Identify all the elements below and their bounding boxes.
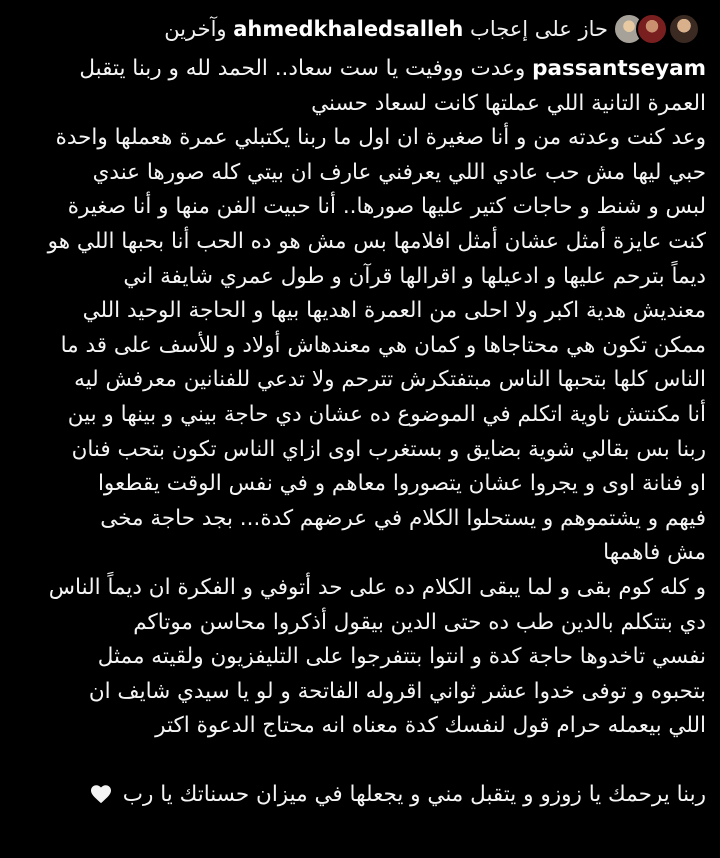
caption-line: معنديش هدية اكبر ولا احلى من العمرة اهديها بيها و الحاجة الوحيد اللي <box>82 298 706 324</box>
liker-avatars[interactable] <box>622 13 700 45</box>
caption-line: ديماً بترحم عليها و ادعيلها و اقرالها قرآن و طول عمري شايفة اني <box>123 263 706 289</box>
caption-line: passantseyam وعدت ووفيت يا ست سعاد.. الحمد لله و ربنا يتقبل <box>79 56 706 81</box>
caption-line: ممكن تكون هي محتاجاها و كمان هي معندهاش أولاد و للأسف على قد ما <box>60 332 706 358</box>
caption-text <box>14 52 706 813</box>
caption-blank-line <box>14 744 706 779</box>
caption-line: لبس و شنط و حاجات كتير عليها صورها.. أنا حبيت الفن منها و أنا صغيرة <box>67 194 706 220</box>
caption-line: حبي ليها مش حب عادي اللي يعرفني عارف ان بيتي كله صورها عندي <box>92 159 706 185</box>
caption-line: فيهم و يشتموهم و يستحلوا الكلام في عرضهم كدة... بجد حاجة مخى <box>100 505 706 531</box>
caption-line: اللي بيعمله حرام قول لنفسك كدة معناه انه محتاج الدعوة اكتر <box>155 713 706 739</box>
caption-line: العمرة التانية اللي عملتها كانت لسعاد حسني <box>311 90 706 116</box>
mention-username-link[interactable]: passantseyam <box>532 56 706 81</box>
caption-line: نفسي تاخدوها حاجة كدة و انتوا بتتفرجوا على التليفزيون ولقيته ممثل <box>97 644 706 670</box>
avatar[interactable] <box>636 13 668 45</box>
caption-line: مش فاهمها <box>603 540 706 566</box>
likes-suffix[interactable]: وآخرين <box>164 17 227 41</box>
likes-row[interactable] <box>14 8 706 50</box>
caption-line: الناس كلها بتحبها الناس مبتفتكرش تترحم ولا تدعي للفنانين معرفش ليه <box>74 367 706 393</box>
caption-line: أنا مكنتش ناوية اتكلم في الموضوع ده عشان دي حاجة بيني و بينها و بين <box>67 401 706 427</box>
caption-line: ربنا بس بقالي شوية بضايق و بستغرب اوى ازاي الناس تكون بتحب فنان <box>71 436 706 462</box>
caption-line: دي بتتكلم بالدين طب ده حتى الدين بيقول أذكروا محاسن موتاكم <box>133 609 706 635</box>
avatar[interactable] <box>668 13 700 45</box>
white-heart-icon <box>90 784 112 804</box>
caption-line: كنت عايزة أمثل عشان أمثل افلامها بس مش هو ده الحب أنا بحبها اللي هو <box>47 228 706 254</box>
liker-username-link[interactable]: ahmedkhaledsalleh <box>233 17 464 41</box>
caption-line: ربنا يرحمك يا زوزو و يتقبل مني و يجعلها في ميزان حسناتك يا رب <box>14 778 706 813</box>
caption-line: بتحبوه و توفى خدوا عشر ثواني اقروله الفاتحة و لو يا سيدي شايف ان <box>88 678 706 704</box>
caption-line: او فنانة اوى و يجروا عشان يتصوروا معاهم و في نفس الوقت يقطعوا <box>97 471 706 497</box>
caption-line: وعد كنت وعدته من و أنا صغيرة ان اول ما ربنا يكتبلي عمرة هعملها واحدة <box>55 125 706 151</box>
caption-line: و كله كوم بقى و لما يبقى الكلام ده على حد أتوفي و الفكرة ان ديماً الناس <box>48 574 706 600</box>
likes-prefix: حاز على إعجاب <box>470 17 608 41</box>
likes-summary <box>164 13 608 45</box>
